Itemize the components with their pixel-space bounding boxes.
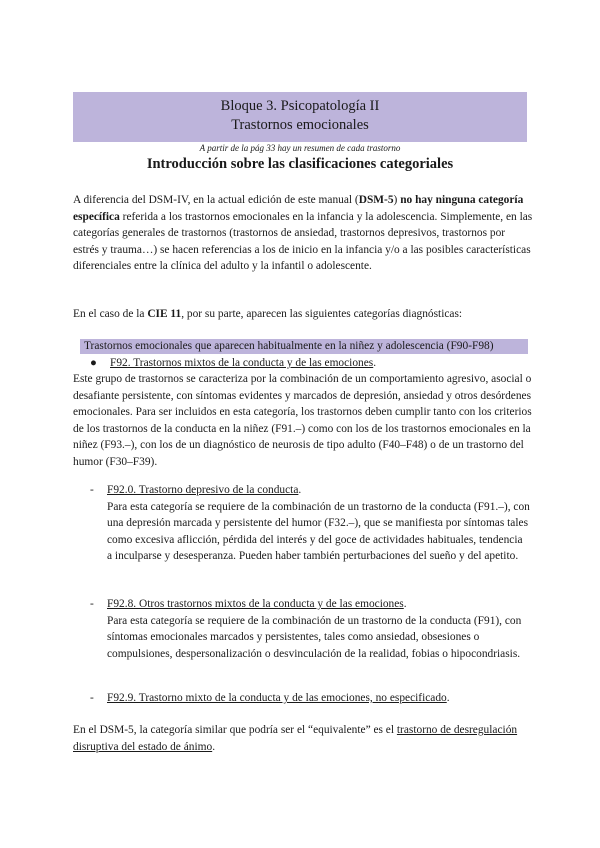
bold-no-category: no hay ninguna categoría específica [73, 194, 524, 223]
paragraph-cie11: En el caso de la CIE 11, por su parte, aparecen las siguientes categorías diagnósticas: [73, 308, 463, 320]
bullet-icon: ● [90, 357, 97, 369]
bullet-f92-label: F92. Trastornos mixtos de la conducta y de las emociones [110, 357, 374, 369]
dash-marker: - [90, 484, 94, 496]
item-body: Para esta categoría se requiere de la combinación de un trastorno de la conducta (F91), con síntomas emocionales marcados y persistentes, tales como ansiedad, obsesiones o compulsiones, despersonalización o desvinculación de la realidad, fobias o hipocondriasis. [107, 614, 522, 660]
summary-note: A partir de la pág 33 hay un resumen de cada trastorno [199, 143, 401, 153]
paragraph-dsm5-equivalent: En el DSM-5, la categoría similar que podría ser el “equivalente” es el trastorno de desregulación disruptiva del estado de ánimo. [73, 724, 518, 753]
bold-dsm5: DSM-5 [358, 194, 394, 206]
title-line-2: Trastornos emocionales [231, 117, 369, 133]
bullet-f92: ● F92. Trastornos mixtos de la conducta y de las emociones. [90, 355, 540, 372]
dash-marker: - [90, 692, 94, 704]
paragraph-dsm5: A diferencia del DSM-IV, en la actual edición de este manual (DSM-5) no hay ninguna categoría específica referida a los trastornos emocionales en la infancia y la adolescencia. Simplemente, en las categorías generales de trastornos (trastornos de ansiedad, trastornos depresivos, trastornos por estrés y trauma…) se hacen referencias a los de inicio en la infancia y/o a las posibles características diferenciales entre la clínica del adulto y la infantil o adolescente. [73, 194, 533, 272]
title-line-1: Bloque 3. Psicopatología II [220, 98, 380, 114]
underlined-dmdd: trastorno de desregulación disruptiva del estado de ánimo [73, 724, 518, 753]
section-heading: Introducción sobre las clasificaciones categoriales [146, 156, 454, 172]
item-body: Para esta categoría se requiere de la combinación de un trastorno de la conducta (F91.–), con una depresión marcada y persistente del humor (F32.–), que se manifiesta por síntomas tales como excesiva aflicción, pérdida del interés y del goce de actividades habituales, tendencia a inculparse y desesperanza. Pueden haber también perturbaciones del sueño y del apetito. [107, 500, 530, 562]
dash-marker: - [90, 598, 94, 610]
paragraph-f92-description: Este grupo de trastornos se caracteriza por la combinación de un comportamiento agresivo, asocial o desafiante persistente, con síntomas evidentes y marcados de depresión, ansiedad y otros desórdenes emocionales. Para ser incluidos en esta categoría, los trastornos deben cumplir tanto con los criterios de los trastornos de la conducta en la niñez (F91.–) como con los de los trastornos emocionales en la niñez (F93.–), con los de un diagnóstico de neurosis de tipo adulto (F40–F48) o de un trastorno del humor (F30–F39). [73, 373, 532, 468]
item-label: F92.8. Otros trastornos mixtos de la conducta y de las emociones [107, 598, 404, 610]
title-banner [73, 92, 527, 142]
document-page: Bloque 3. Psicopatología II Trastornos emocionales A partir de la pág 33 hay un resumen de cada trastorno Introducción sobre las clasificaciones categoriales A diferencia del DSM-IV, en la actual edición de este manual (DSM-5) no hay ninguna categoría específica referida a los trastornos emocionales en la infancia y la adolescencia. Simplemente, en las categorías generales de trastornos (trastornos de ansiedad, trastornos depresivos, trastornos por estrés y trauma…) se hacen referencias a los de inicio en la infancia y/o a las posibles características diferenciales entre la clínica del adulto y la infantil o adolescente. En el caso de la CIE 11, por su parte, aparecen las siguientes categorías diagnósticas: Trastornos emocionales que aparecen habitualmente en la niñez y adolescencia (F90-F98) ● F92. Trastornos mixtos de la conducta y de las emociones. Este grupo de trastornos se caracteriza por la combinación de un comportamiento agresivo, asocial o desafiante persistente, con síntomas evidentes y marcados de depresión, ansiedad y otros desórdenes emocionales. Para ser incluidos en esta categoría, los trastornos deben cumplir tanto con los criterios de los trastornos de la conducta en la niñez (F91.–) como con los de los trastornos emocionales en la niñez (F93.–), con los de un diagnóstico de neurosis de tipo adulto (F40–F48) o de un trastorno del humor (F30–F39). - F92.0. Trastorno depresivo de la conducta. Para esta categoría se requiere de la combinación de un trastorno de la conducta (F91.–), con una depresión marcada y persistente del humor (F32.–), que se manifiesta por síntomas tales como excesiva aflicción, pérdida del interés y del goce de actividades habituales, tendencia a inculparse y desesperanza. Pueden haber también perturbaciones del sueño y del apetito. - F92.8. Otros trastornos mixtos de la conducta y de las emociones. Para esta categoría se requiere de la combinación de un trastorno de la conducta (F91), con síntomas emocionales marcados y persistentes, tales como ansiedad, obsesiones o compulsiones, despersonalización o desvinculación de la realidad, fobias o hipocondriasis. - F92.9. Trastorno mixto de la conducta y de las emociones, no especificado. En el DSM-5, la categoría similar que podría ser el “equivalente” es el trastorno de desregulación disruptiva del estado de ánimo. [0, 0, 600, 848]
bold-cie11: CIE 11 [147, 308, 182, 320]
highlighted-category: Trastornos emocionales que aparecen habitualmente en la niñez y adolescencia (F90-F98) [84, 340, 494, 352]
item-label: F92.9. Trastorno mixto de la conducta y de las emociones, no especificado [107, 692, 447, 704]
item-label: F92.0. Trastorno depresivo de la conducta [107, 484, 299, 496]
